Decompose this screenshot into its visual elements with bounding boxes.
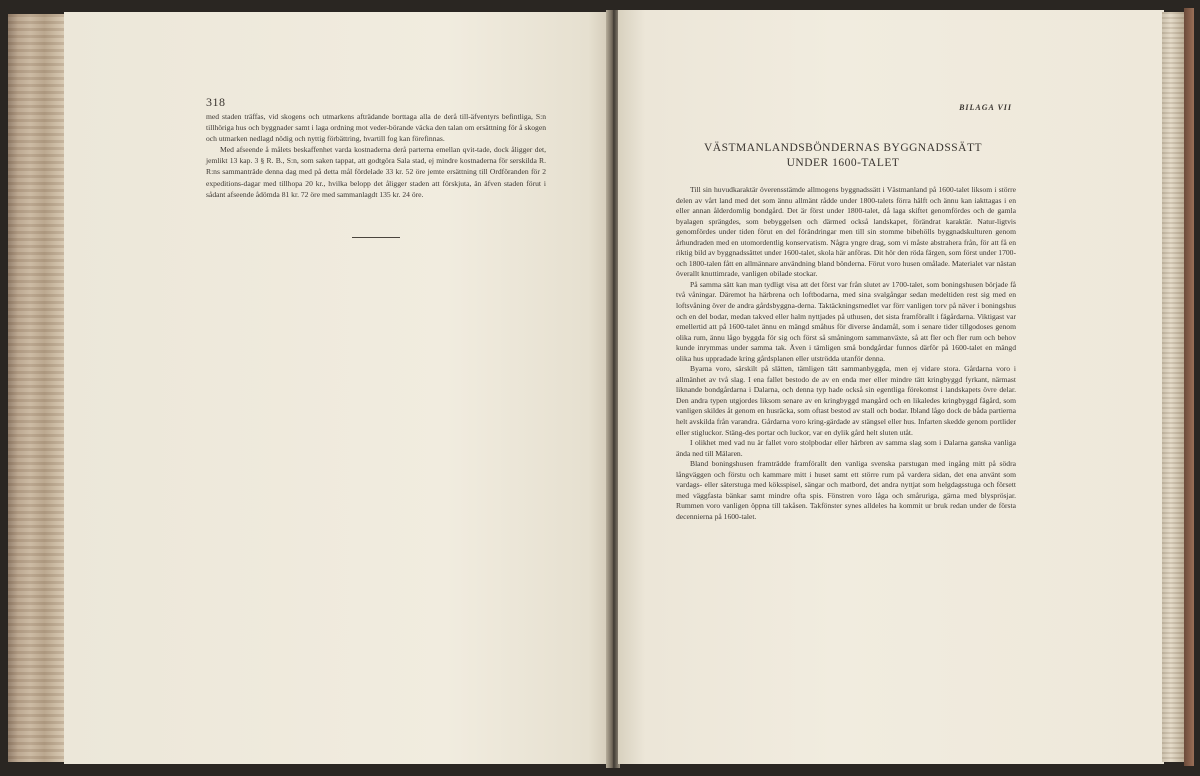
chapter-title-line-2: UNDER 1600-TALET — [786, 157, 900, 169]
left-page-body — [206, 111, 546, 200]
left-paragraph: med staden träffas, vid skogens och utmarkens afträdande borttaga alla de derå till-äfventyrs befintliga, S:n tillhöriga hus och byggnader samt i laga ordning mot veder-börande väcka den talan om ersättning för å skogen och utmarken nedlagd nödig och nyttig förbättring, hvartill fog kan förefinnas. — [206, 112, 546, 144]
running-head: BILAGA VII — [959, 103, 1012, 112]
section-end-rule — [352, 237, 400, 238]
right-paragraph: Byarna voro, särskilt på slätten, tämligen tätt sammanbyggda, men ej vidare stora. Gårdarna voro i allmänhet av två slag. I ena fallet bestodo de av en enda mer eller mindre tätt kringbyggd fyrkant, närmast liknande bondgårdarna i Dalarna, och denna typ hade också sin egentliga förekomst i landskapets övre delar. Den andra typen utgjordes liksom senare av en kringbyggd mangård och en likaledes kringbyggd fägård, som vanligen skildes åt genom en husräcka, som oftast bestod av stall och bodar. Ibland lågo dock de båda partierna helt avskilda från varandra. Gårdarna voro kring-gärdade av stängsel eller hus. Infarten skedde genom portlider eller stigluckor. Stäng-des portar och luckor, var en dylik gård helt sluten utåt. — [676, 364, 1016, 437]
page-number: 318 — [206, 95, 226, 109]
left-paragraph: Med afseende å målets beskaffenhet varda kostnaderna derå parterna emellan qvit-tade, dock åligger det, jemlikt 13 kap. 3 § R. B., S:n, som saken tappat, att godtgöra Sala stad, ej mindre kostnaderna för serskilda R. R:ns sammanträde denna dag med på detta mål fördelade 33 kr. 52 öre jemte ersättning till Ordföranden för 2 expeditions-dagar med tillhopa 20 kr., hvilka belopp det åligger staden att förskjuta, än äfven staden förut i sådant afseende ådömda 81 kr. 72 öre med sammanlagdt 135 kr. 24 öre. — [206, 145, 546, 199]
right-page-edges — [1162, 12, 1184, 762]
chapter-title — [676, 141, 1010, 171]
right-paragraph: På samma sätt kan man tydligt visa att det först var från slutet av 1700-talet, som boningshusen började få två våningar. Däremot ha härbrena och loftbodarna, med sina svalgångar sedan medeltiden rest sig med en loftsvåning över de andra gårdsbyggna-derna. Taktäckningsmedlet var förr vanligen torv på näver i boningshus och en del bodar, medan takved eller halm nyttjades på uthusen, det sista framförallt i fägårdarna. Viktigast var emellertid att på 1600-talet ännu en mängd småhus för diverse ändamål, som i senare tider tillgodoses genom olika rum, ännu lågo byggda för sig och först så småningom sammanväxte, så att fler och fler rum och behov kunde inrymmas under samma tak. Även i tämligen små bondgårdar funnos därför på 1600-talet en mängd olika hus uppradade kring gårdsplanen eller utströdda utanför denna. — [676, 279, 1016, 363]
right-paragraph: Till sin huvudkaraktär överensstämde allmogens byggnadssätt i Västmanland på 1600-talet liksom i större delen av vårt land med det som ännu allmänt rådde under 1800-talets förra hälft och ännu kan iakttagas i en eller annan ålderdomlig bondgård. Det är först under 1800-talet, då laga skiftet genomfördes och de gamla byalagen sprängdes, som bebyggelsen och därmed också landskapet, förändrat karaktär. Natur-ligtvis genomfördes under tiden förut en del förändringar men till sin stomme bibehölls byggnadskulturen genom århundraden med en utomordentlig konservatism. Några yngre drag, som vi måste abstrahera från, för att få en riktig bild av byggnadssättet under 1600-talet, skola här anföras. Dit hör den röda färgen, som först under 1700- och 1800-talen fått en allmännare användning bland bönderna. Förut voro husen omålade. Materialet var nästan överallt knuttimrade, vanligen obilade stockar. — [676, 185, 1016, 279]
left-page-edges — [8, 14, 64, 762]
right-paragraph: Bland boningshusen framträdde framförallt den vanliga svenska parstugan med ingång mitt på södra långväggen och förstu och kammare mitt i huset samt ett större rum på vardera sidan, det ena använt som vardags- eller säterstuga med köksspisel, sängar och matbord, det andra nyttjat som helgdagsstuga och försett med väggfasta bänkar samt mindre ofta spis. Fönstren voro låga och småruriga, gärna med blysprösjar. Rummen voro vanligen öppna till takåsen. Takfönster synes alldeles ha kommit ur bruk redan under de första decennierna på 1600-talet. — [676, 459, 1016, 521]
chapter-title-line-1: VÄSTMANLANDSBÖNDERNAS BYGGNADSSÄTT — [703, 142, 982, 154]
book-cover-edge — [1184, 8, 1194, 766]
right-page-body — [676, 185, 1016, 523]
right-paragraph: I olikhet med vad nu är fallet voro stolpbodar eller härbren av samma slag som i Dalarna ganska vanliga ända ned till Mälaren. — [676, 438, 1016, 458]
